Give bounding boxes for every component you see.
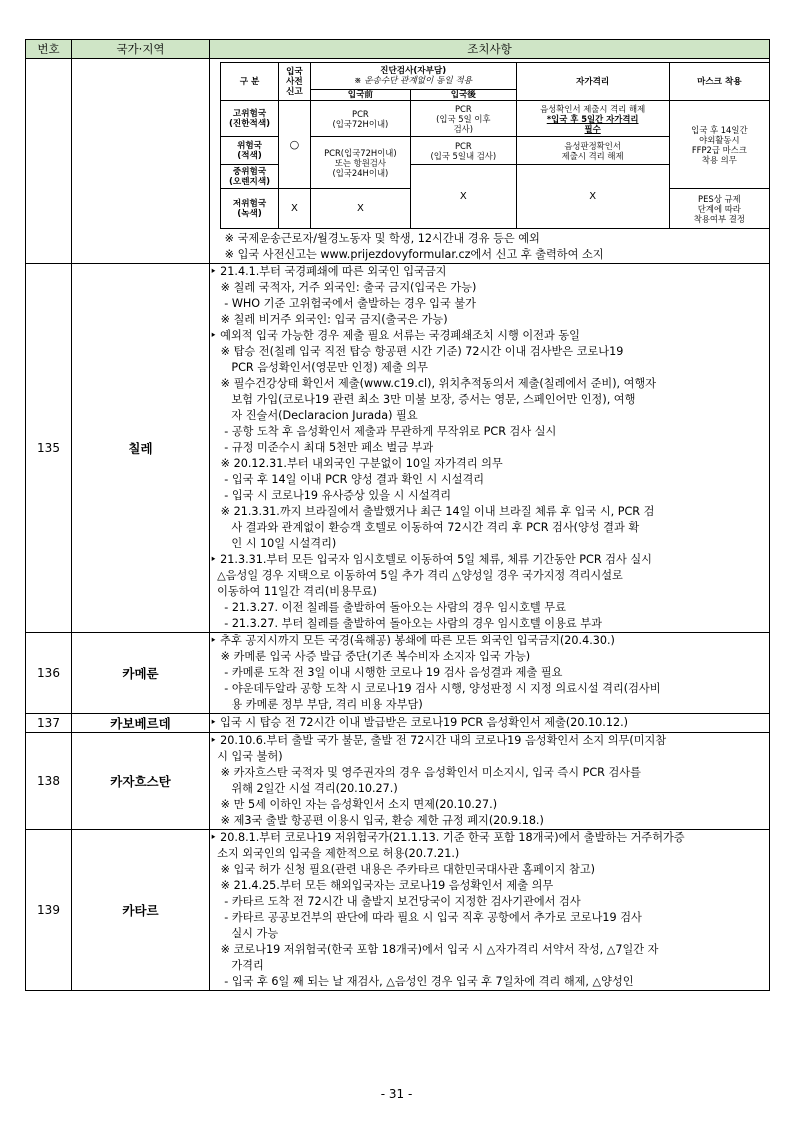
- text-line: ※ 21.4.25.부터 모든 해외입국자는 코로나19 음성확인서 제출 의무: [210, 879, 554, 892]
- risk-selfq: 음성판정확인서 제출시 격리 해제: [516, 137, 669, 165]
- text-line: ‣ 입국 시 탑승 전 72시간 이내 발급받은 코로나19 PCR 음성확인서 제출(20.10.12.): [210, 716, 628, 729]
- text-line: ‣ 예외적 입국 가능한 경우 제출 필요 서류는 국경폐쇄조치 시행 이전과 동일: [210, 329, 580, 342]
- risk-after: PCR (입국 5일내 검사): [411, 137, 517, 165]
- row-lines: [210, 231, 769, 263]
- text-line: - 카타르 도착 전 72시간 내 출발지 보건당국이 지정한 검사기관에서 검사: [210, 895, 581, 908]
- row-content: [210, 733, 770, 830]
- prereport-required: ○: [279, 101, 311, 189]
- text-line: 시 입국 불허): [210, 750, 283, 763]
- text-line: - 입국 후 14일 이내 PCR 양성 결과 확인 시 시설격리: [210, 473, 485, 486]
- table-row-139: [26, 830, 770, 991]
- text-line: △음성일 경우 지택으로 이동하여 5일 추가 격리 △양성일 경우 국가지정 격리시설로: [210, 569, 623, 582]
- inner-h-diag: 진단검사(자부담) ※ 운송수단 관계없이 동일 적용: [310, 63, 516, 90]
- text-line: ※ 코로나19 저위험국(한국 포함 18개국)에서 입국 시 △자가격리 서약서 작성, △7일간 자: [210, 943, 659, 956]
- text-line: ‣ 21.3.31.부터 모든 입국자 임시호텔로 이동하여 5일 체류, 체류 기간동안 PCR 검사 실시: [210, 553, 652, 566]
- low-prereport: X: [279, 189, 311, 229]
- table-row-135: [26, 264, 770, 633]
- row-content: [210, 59, 770, 264]
- text-line: ‣ 추후 공지시까지 모든 국경(육해공) 봉쇄에 따른 모든 외국인 입국금지(20.4.30.): [210, 634, 615, 647]
- table-row-137: [26, 714, 770, 733]
- high-selfq: 음성확인서 제출시 격리 해제 *입국 후 5일간 자가격리 필수: [516, 101, 669, 137]
- header-measures: 조치사항: [210, 40, 770, 59]
- mid-low-after: X: [411, 165, 517, 229]
- page-number: - 31 -: [380, 1087, 413, 1101]
- inner-h-prereport: 입국 사전 신고: [279, 63, 311, 101]
- inner-h-mask: 마스크 착용: [669, 63, 769, 101]
- text-line: ‣ 20.10.6.부터 출발 국가 불문, 출발 전 72시간 내의 코로나19 음성확인서 소지 의무(미지참: [210, 734, 667, 747]
- text-line: ※ 카자흐스탄 국적자 및 영주권자의 경우 음성확인서 미소지시, 입국 즉시 PCR 검사를: [210, 766, 641, 779]
- inner-h-selfq: 자가격리: [516, 63, 669, 101]
- row-num: 136: [26, 633, 72, 714]
- text-line: - 규정 미준수시 최대 5천만 페소 벌금 부과: [210, 441, 434, 454]
- text-line: - 21.3.27. 부터 칠레를 출발하여 돌아오는 사람의 경우 임시호텔 이용료 부과: [210, 617, 602, 630]
- row-country: 카보베르데: [72, 714, 210, 733]
- text-line: 이동하여 11일간 격리(비용무료): [210, 585, 377, 598]
- measures-table: [25, 39, 770, 991]
- high-before: PCR (입국72H이내): [310, 101, 410, 137]
- text-line: ※ 21.3.31.까지 브라질에서 출발했거나 최근 14일 이내 브라질 체류 후 입국 시, PCR 검: [210, 505, 655, 518]
- text-line: 인 시 10일 시설격리): [210, 537, 337, 550]
- text-line: 가격리: [210, 959, 264, 972]
- inner-h-category: 구 분: [221, 63, 279, 101]
- text-line: ※ 필수건강상태 확인서 제출(www.c19.cl), 위치추적동의서 제출(칠레에서 준비), 여행자: [210, 377, 657, 390]
- text-line: 보험 가입(코로나19 관련 최소 3만 미불 보장, 증서는 영문, 스페인어만 인정), 여행: [210, 393, 636, 406]
- text-line: - WHO 기준 고위험국에서 출발하는 경우 입국 불가: [210, 297, 476, 310]
- header-num: 번호: [26, 40, 72, 59]
- text-line: ※ 입국 사전신고는 www.prijezdovyformular.cz에서 신고 후 출력하여 소지: [214, 248, 604, 261]
- text-line: - 카타르 공공보건부의 판단에 따라 필요 시 입국 직후 공항에서 추가로 코로나19 검사: [210, 911, 642, 924]
- inner-h-before: 입국前: [310, 90, 410, 101]
- text-line: PCR 음성확인서(영문만 인정) 제출 의무: [210, 361, 428, 374]
- cat-low: 저위험국 (녹색): [221, 189, 279, 229]
- text-line: - 카메룬 도착 전 3일 이내 시행한 코로나 19 검사 음성결과 제출 필요: [210, 666, 563, 679]
- text-line: 용 카메룬 정부 부담, 격리 비용 자부담): [210, 698, 423, 711]
- text-line: 사 결과와 관계없이 환승객 호텔로 이동하여 72시간 격리 후 PCR 검사(양성 결과 확: [210, 521, 640, 534]
- text-line: - 입국 시 코로나19 유사증상 있을 시 시설격리: [210, 489, 452, 502]
- risk-category-table: [220, 62, 770, 229]
- text-line: - 야운데두알라 공항 도착 시 코로나19 검사 시행, 양성판정 시 지정 의료시설 격리(검사비: [210, 682, 661, 695]
- text-line: ※ 칠레 비거주 외국인: 입국 금지(출국은 가능): [210, 313, 448, 326]
- text-line: 소지 외국인의 입국을 제한적으로 허용(20.7.21.): [210, 847, 460, 860]
- low-before: X: [310, 189, 410, 229]
- text-line: ※ 입국 허가 신청 필요(관련 내용은 주카타르 대한민국대사관 홈페이지 참고): [210, 863, 595, 876]
- row-country: 카메룬: [72, 633, 210, 714]
- text-line: 자 진술서(Declaracion Jurada) 필요: [210, 409, 418, 422]
- table-row-138: [26, 733, 770, 830]
- row-country: 칠레: [72, 264, 210, 633]
- text-line: ‣ 21.4.1.부터 국경폐쇄에 따른 외국인 입국금지: [210, 265, 447, 278]
- text-line: 실시 가능: [210, 927, 279, 940]
- cat-mid: 중위험국 (오렌지색): [221, 165, 279, 189]
- text-line: ※ 만 5세 이하인 자는 음성확인서 소지 면제(20.10.27.): [210, 798, 498, 811]
- row-content: [210, 633, 770, 714]
- text-line: ※ 20.12.31.부터 내외국인 구분없이 10일 자가격리 의무: [210, 457, 503, 470]
- text-line: ※ 카메룬 입국 사증 발급 중단(기존 복수비자 소지자 입국 가능): [210, 650, 531, 663]
- document-page: [25, 39, 769, 991]
- text-line: - 공항 도착 후 음성확인서 제출과 무관하게 무작위로 PCR 검사 실시: [210, 425, 557, 438]
- text-line: ※ 국제운송근로자/월경노동자 및 학생, 12시간내 경유 등은 예외: [214, 232, 540, 245]
- text-line: - 입국 후 6일 째 되는 날 재검사, △음성인 경우 입국 후 7일차에 격리 해제, △양성인: [210, 975, 634, 988]
- text-line: ※ 탑승 전(칠레 입국 직전 탑승 항공편 시간 기준) 72시간 이내 검사받은 코로나19: [210, 345, 624, 358]
- mask-main: 입국 후 14일간 야외활동시 FFP2급 마스크 착용 의무: [669, 101, 769, 189]
- table-row-136: [26, 633, 770, 714]
- row-num: 138: [26, 733, 72, 830]
- high-after: PCR (입국 5일 이후 검사): [411, 101, 517, 137]
- header-region: 국가·지역: [72, 40, 210, 59]
- row-content: [210, 830, 770, 991]
- cat-high: 고위험국 (진한적색): [221, 101, 279, 137]
- text-line: ※ 칠레 국적자, 거주 외국인: 출국 금지(입국은 가능): [210, 281, 477, 294]
- row-num: 135: [26, 264, 72, 633]
- text-line: - 21.3.27. 이전 칠레를 출발하여 돌아오는 사람의 경우 임시호텔 무료: [210, 601, 566, 614]
- text-line: ※ 제3국 출발 항공편 이용시 입국, 환승 제한 규정 폐지(20.9.18.): [210, 814, 544, 827]
- table-header-row: [26, 40, 770, 59]
- low-mask: PES상 규제 단계에 따라 착용여부 결정: [669, 189, 769, 229]
- row-num: 137: [26, 714, 72, 733]
- row-country: 카자흐스탄: [72, 733, 210, 830]
- table-row-continuation: [26, 59, 770, 264]
- row-num: 139: [26, 830, 72, 991]
- row-content: [210, 714, 770, 733]
- risk-before: PCR(입국72H이내) 또는 항원검사 (입국24H이내): [310, 137, 410, 189]
- row-country: 카타르: [72, 830, 210, 991]
- text-line: 위해 2일간 시설 격리(20.10.27.): [210, 782, 398, 795]
- cat-risk: 위험국 (적색): [221, 137, 279, 165]
- text-line: ‣ 20.8.1.부터 코로나19 저위험국가(21.1.13. 기준 한국 포함 18개국)에서 출발하는 거주허가증: [210, 831, 685, 844]
- mid-low-selfq: X: [516, 165, 669, 229]
- row-country: [72, 59, 210, 264]
- row-content: [210, 264, 770, 633]
- row-num: [26, 59, 72, 264]
- inner-h-after: 입국後: [411, 90, 517, 101]
